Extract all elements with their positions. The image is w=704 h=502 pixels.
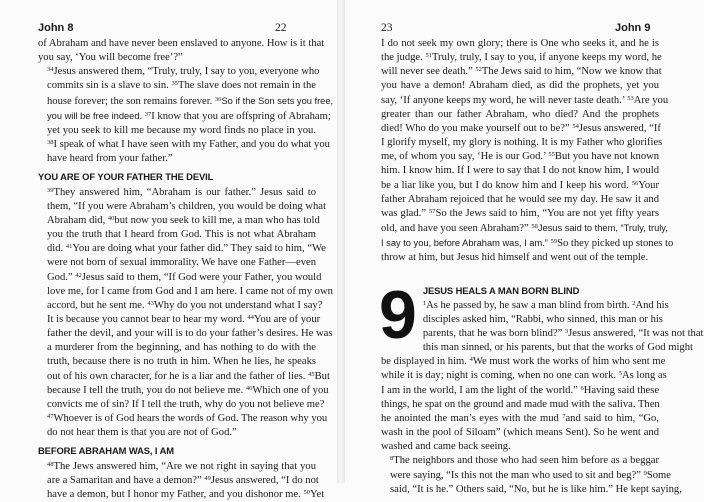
words-of-christ: Jesus said to them, “Truly, truly, [537, 223, 668, 234]
left-page [0, 0, 334, 500]
chapter-block [379, 276, 704, 497]
left-running-head: John 8 [38, 22, 74, 34]
left-page-number: 22 [275, 22, 287, 34]
section-heading: JESUS HEALS A MAN BORN BLIND [422, 284, 580, 296]
section-heading: BEFORE ABRAHAM WAS, I AM [38, 445, 174, 457]
words-of-christ: So if the Son sets you free, [221, 95, 334, 106]
chapter-number: 9 [379, 276, 417, 353]
paragraph: of Abraham and have never been enslaved to anyone. How is it that you say, ‘You will become free’?” [38, 38, 325, 64]
paragraph: $^8$The neighbors and those who had seen him before as a beggar were saying, “Is this not the man who used to sit and beg?” $^9$Some said, “It is he.” Others said, “No, but he is like him.” He kept saying, [390, 455, 682, 495]
paragraph: $^{34}$Jesus answered them, “Truly, truly, I say to you, everyone who commits sin is a slave to sin. $^{35}$The slave does not remain in the house forever; the son remains forever. $^{36}$So if the Son sets you free, you will be free indeed. $^{37}$I know that you are offspring of Abraham; yet you seek to kill me because my word finds no place in you. $^{38}$I speak of what I have seen with my Father, and you do what you have heard from your father.” [47, 66, 334, 165]
paragraph: $^{39}$They answered him, “Abraham is our father.” Jesus said to them, “If you were Abraham’s children, you would be doing what Abraham did, $^{40}$but now you seek to kill me, a man who has told you the truth that I heard from God. This is not what Abraham did. $^{41}$You are doing what your father did.” They said to him, “We were not born of sexual immorality. We have one Father—even God.” $^{42}$Jesus said to them, “If God were your Father, you would love me, for I came from God and I am here. I came not of my own accord, but he sent me. $^{43}$Why do you not understand what I say? It is because you cannot bear to hear my word. $^{44}$You are of your father the devil, and your will is to do your father’s desires. He was a murderer from the beginning, and has nothing to do with the truth, because there is no truth in him. When he lies, he speaks out of his own character, for he is a liar and the father of lies. $^{45}$But because I tell the truth, you do not believe me. $^{46}$Which one of you convicts me of sin? If I tell the truth, why do you not believe me? $^{47}$Whoever is of God hears the words of God. The reason why you do not hear them is that you are not of God.” [47, 186, 333, 439]
words-of-christ: I say to you, before Abraham was, I am.” [381, 238, 548, 249]
right-page [345, 0, 704, 495]
book-gutter [337, 0, 345, 483]
right-page-number: 23 [381, 22, 393, 34]
right-text-column [379, 37, 704, 497]
paragraph: $^1$As he passed by, he saw a man blind from birth. $^2$And his disciples asked him, “Rabbi, who sinned, this man or his parents, that he was born blind?” $^3$Jesus answered, “It was not that this man sinned, or his parents, but that the works of God might be displayed in him. $^4$We must work the works of him who sent me while it is day; night is coming, when no one can work. $^5$As long as I am in the world, I am the light of the world.” $^6$Having said these things, he spat on the ground and made mud with the saliva. Then he anointed the man’s eyes with the mud $^7$and said to him, “Go, wash in the pool of Siloam” (which means Sent). So he went and washed and came back seeing. [381, 299, 704, 453]
paragraph: I do not seek my own glory; there is One who seeks it, and he is the judge. $^{51}$Truly, truly, I say to you, if anyone keeps my word, he will never see death.” $^{52}$The Jews said to him, “Now we know that you have a demon! Abraham died, as did the prophets, yet you say, ‘If anyone keeps my word, he will never taste death.’ $^{53}$Are you greater than our father Abraham, who died? And the prophets died! Who do you make yourself out to be?” $^{54}$Jesus answered, “If I glorify myself, my glory is nothing. It is my Father who glorifies me, of whom you say, ‘He is our God.’ $^{55}$But you have not known him. I know him. If I were to say that I do not know him, I would be a liar like you, but I do know him and I keep his word. $^{56}$Your father Abraham rejoiced that he would see my day. He saw it and was glad.” $^{57}$So the Jews said to him, “You are not yet fifty years old, and have you seen Abraham?” $^{58}$Jesus said to them, “Truly, truly, I say to you, before Abraham was, I am.” $^{59}$So they picked up stones to throw at him, but Jesus hid himself and went out of the temple. [381, 38, 674, 264]
words-of-christ: you will be free indeed. [47, 110, 143, 121]
paragraph: $^{48}$The Jews answered him, “Are we not right in saying that you are a Samaritan and have a demon?” $^{49}$Jesus answered, “I do not have a demon, but I honor my Father, and you dishonor me. $^{50}$Yet [47, 460, 325, 500]
right-running-head: John 9 [615, 22, 651, 34]
section-heading: YOU ARE OF YOUR FATHER THE DEVIL [38, 171, 214, 183]
left-text-column [38, 37, 334, 502]
